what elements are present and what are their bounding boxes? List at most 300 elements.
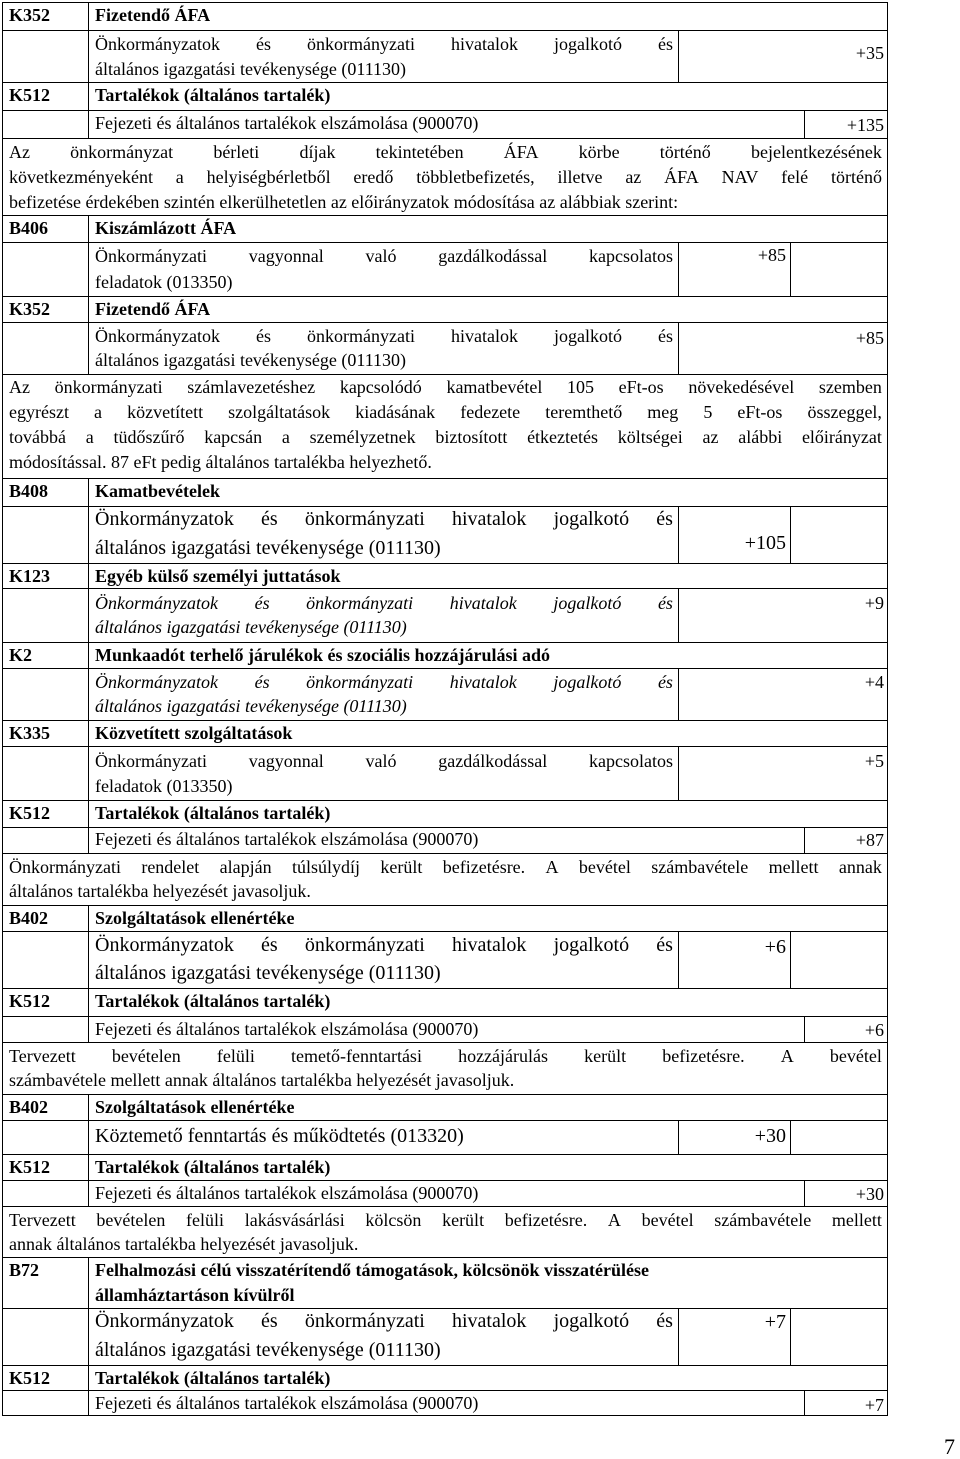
column-divider (88, 478, 89, 506)
word: és (657, 593, 673, 613)
row-rule (2, 1180, 888, 1181)
word: önkormányzati (306, 672, 414, 692)
word: alapján (219, 857, 272, 877)
row-rule (2, 563, 888, 564)
column-divider (88, 563, 89, 588)
word: Önkormányzatok (95, 593, 218, 613)
column-divider (678, 931, 679, 988)
row-rule (2, 30, 888, 31)
row-rule (2, 800, 888, 801)
row-rule (2, 296, 888, 297)
paragraph-line: módosítással. 87 eFt pedig általános tartalékba helyezhető. (9, 452, 432, 472)
word: többletbefizetés, (416, 167, 535, 187)
row-rule (2, 853, 888, 854)
item-text-line: feladatok (013350) (95, 776, 233, 796)
word: bevétel (578, 857, 631, 877)
word: növekedésével (688, 377, 795, 397)
row-rule (2, 931, 888, 932)
account-code: K335 (9, 723, 51, 743)
column-divider (88, 988, 89, 1016)
column-divider (88, 215, 89, 242)
column-divider (88, 746, 89, 800)
word: biztosított (435, 427, 508, 447)
item-text-line: általános igazgatási tevékenysége (011130) (95, 59, 407, 79)
column-divider (88, 931, 89, 988)
column-divider (678, 30, 679, 82)
word: mellett (768, 857, 819, 877)
account-code: B402 (9, 1097, 49, 1117)
item-text-line: Fejezeti és általános tartalékok elszámolása (900070) (95, 1183, 479, 1203)
word: hivatalok (449, 593, 517, 613)
column-divider (790, 1120, 791, 1154)
word: étkeztetés (527, 427, 599, 447)
row-rule (2, 1042, 888, 1043)
word: jogalkotó (553, 593, 622, 613)
account-title: Kamatbevételek (95, 481, 220, 501)
word: került (584, 1046, 627, 1066)
word: bevételen (96, 1210, 166, 1230)
item-text-line: Fejezeti és általános tartalékok elszámolása (900070) (95, 829, 479, 849)
item-text-line: feladatok (013350) (95, 272, 233, 292)
item-text-line (95, 509, 673, 529)
word: A (545, 857, 559, 877)
amount-value: +30 (754, 1125, 786, 1147)
account-code: K512 (9, 991, 51, 1011)
item-text-line (95, 673, 673, 691)
word: kölcsön (365, 1210, 422, 1230)
amount-value: +35 (855, 43, 884, 63)
column-divider (88, 1016, 89, 1042)
word: és (656, 934, 673, 956)
item-text-line (95, 35, 673, 53)
account-code: B72 (9, 1260, 40, 1280)
column-divider (88, 1257, 89, 1308)
word: rendelet (141, 857, 200, 877)
amount-value: +85 (757, 245, 786, 265)
word: mellett (831, 1210, 882, 1230)
word: túlsúlydíj (292, 857, 361, 877)
paragraph-line (9, 378, 882, 396)
word: illetve (557, 167, 603, 187)
row-rule (2, 668, 888, 669)
account-title: Közvetített szolgáltatások (95, 723, 293, 743)
word: továbbá (9, 427, 66, 447)
account-code: B408 (9, 481, 49, 501)
word: jogalkotó (553, 508, 630, 530)
item-text-line: általános igazgatási tevékenysége (011130) (95, 617, 407, 637)
word: Önkormányzatok (95, 934, 234, 956)
row-rule (2, 82, 888, 83)
account-code: B402 (9, 908, 49, 928)
word: gazdálkodással (438, 751, 548, 771)
paragraph-line (9, 428, 882, 446)
word: történő (659, 142, 711, 162)
column-divider (678, 1308, 679, 1365)
item-text-line: Fejezeti és általános tartalékok elszámolása (900070) (95, 1019, 479, 1039)
column-divider (88, 905, 89, 931)
word: Tervezett (9, 1210, 76, 1230)
row-rule (2, 242, 888, 243)
word: egyrészt (9, 402, 69, 422)
word: az (702, 427, 719, 447)
word: és (261, 1310, 278, 1332)
word: Önkormányzati (95, 751, 207, 771)
word: bevétel (829, 1046, 882, 1066)
word: és (255, 34, 271, 54)
word: eFt-os (618, 377, 664, 397)
word: jogalkotó (553, 1310, 630, 1332)
word: és (254, 672, 270, 692)
row-rule (2, 322, 888, 323)
amount-value: +85 (855, 328, 884, 348)
item-text-line: általános igazgatási tevékenysége (011130) (95, 696, 407, 716)
item-text-line: általános igazgatási tevékenysége (011130) (95, 350, 407, 370)
account-title-line2: államháztartáson kívülről (95, 1285, 295, 1305)
amount-value: +5 (864, 751, 884, 771)
word: tekintetében (375, 142, 464, 162)
account-code: K512 (9, 1157, 51, 1177)
word: bejelentkezésének (750, 142, 882, 162)
column-divider (678, 322, 679, 374)
row-rule (2, 478, 888, 479)
column-divider (88, 242, 89, 296)
word: temető-fenntartási (291, 1046, 422, 1066)
column-divider (88, 1120, 89, 1154)
word: jogalkotó (553, 326, 622, 346)
word: Az (9, 377, 30, 397)
word: teremthető (545, 402, 623, 422)
word: vagyonnal (248, 751, 324, 771)
item-text-line: Köztemető fenntartás és működtetés (013320) (95, 1125, 464, 1147)
column-divider (678, 242, 679, 296)
account-title: Fizetendő ÁFA (95, 5, 211, 25)
word: 5 (703, 402, 713, 422)
word: önkormányzati (304, 934, 425, 956)
paragraph-line (9, 403, 882, 421)
word: való (365, 751, 397, 771)
amount-value: +7 (864, 1395, 884, 1415)
column-divider (678, 506, 679, 563)
word: tüdőszűrő (113, 427, 185, 447)
column-divider (88, 506, 89, 563)
word: kamatbevétel (446, 377, 543, 397)
word: befizetésre. (504, 1210, 588, 1230)
word: került (380, 857, 423, 877)
column-divider (88, 82, 89, 110)
item-text-line: általános igazgatási tevékenysége (011130) (95, 962, 441, 984)
word: személyzetnek (309, 427, 416, 447)
column-divider (88, 1390, 89, 1416)
amount-value: +9 (864, 593, 884, 613)
word: felüli (186, 1210, 225, 1230)
column-divider (88, 1154, 89, 1180)
word: a (281, 427, 290, 447)
row-rule (2, 588, 888, 589)
amount-value: +30 (855, 1184, 884, 1204)
account-code: B406 (9, 218, 49, 238)
amount-value: +6 (864, 1020, 884, 1040)
column-divider (678, 746, 679, 800)
row-rule (2, 1094, 888, 1095)
paragraph-line (9, 143, 882, 161)
column-divider (804, 1180, 805, 1206)
word: bevétel (641, 1210, 694, 1230)
word: Önkormányzatok (95, 1310, 234, 1332)
column-divider (790, 1308, 791, 1365)
column-divider (88, 720, 89, 746)
word: önkormányzati (54, 377, 163, 397)
word: kapcsolódó (339, 377, 422, 397)
word: bevételen (111, 1046, 181, 1066)
word: Önkormányzatok (95, 508, 234, 530)
column-divider (88, 642, 89, 668)
word: bérleti (213, 142, 260, 162)
column-divider (790, 506, 791, 563)
column-divider (88, 1365, 89, 1390)
column-divider (678, 668, 679, 720)
column-divider (804, 1390, 805, 1416)
account-title: Tartalékok (általános tartalék) (95, 991, 331, 1011)
word: A (780, 1046, 794, 1066)
paragraph-line: általános tartalékba helyezését javasoljuk. (9, 881, 311, 901)
account-code: K2 (9, 645, 33, 665)
account-title: Kiszámlázott ÁFA (95, 218, 237, 238)
column-divider (88, 1308, 89, 1365)
paragraph-line: számbavétele mellett annak általános tartalékba helyezését javasoljuk. (9, 1070, 515, 1090)
column-divider (88, 1180, 89, 1206)
amount-value: +7 (764, 1311, 786, 1333)
word: önkormányzat (70, 142, 174, 162)
word: helyiségbérletből (206, 167, 331, 187)
word: kapcsolatos (588, 751, 673, 771)
word: hivatalok (451, 508, 527, 530)
column-divider (88, 30, 89, 82)
word: fedezete (460, 402, 521, 422)
word: való (365, 246, 397, 266)
word: hivatalok (450, 326, 518, 346)
word: eredő (353, 167, 394, 187)
word: befizetésre. (662, 1046, 745, 1066)
word: és (261, 508, 278, 530)
column-divider (678, 1120, 679, 1154)
paragraph-line (9, 1211, 882, 1229)
account-code: K352 (9, 5, 51, 25)
item-text-line (95, 1311, 673, 1331)
column-divider (88, 1094, 89, 1120)
word: jogalkotó (553, 934, 630, 956)
word: önkormányzati (304, 508, 425, 530)
account-title: Tartalékok (általános tartalék) (95, 803, 331, 823)
word: költségei (617, 427, 683, 447)
row-rule (2, 642, 888, 643)
paragraph-line (9, 168, 882, 186)
account-title: Szolgáltatások ellenértéke (95, 1097, 295, 1117)
word: önkormányzati (306, 593, 414, 613)
word: hivatalok (451, 1310, 527, 1332)
account-title: Egyéb külső személyi juttatások (95, 566, 341, 586)
word: vagyonnal (248, 246, 324, 266)
account-title: Fizetendő ÁFA (95, 299, 211, 319)
item-text-line: Fejezeti és általános tartalékok elszámolása (900070) (95, 113, 479, 133)
column-divider (804, 827, 805, 853)
amount-value: +87 (855, 830, 884, 850)
item-text-line (95, 752, 673, 770)
row-rule (2, 746, 888, 747)
paragraph-line (9, 858, 882, 876)
word: ÁFA (664, 167, 699, 187)
item-text-line: általános igazgatási tevékenysége (011130) (95, 1339, 441, 1361)
paragraph-line: annak általános tartalékba helyezését javasoljuk. (9, 1234, 359, 1254)
word: önkormányzati (307, 34, 415, 54)
word: NAV (721, 167, 759, 187)
row-rule (2, 720, 888, 721)
row-rule (2, 1308, 888, 1309)
word: 105 (567, 377, 595, 397)
word: eFt-os (737, 402, 783, 422)
account-code: K512 (9, 803, 51, 823)
word: meg (647, 402, 679, 422)
word: az (625, 167, 642, 187)
word: kapcsolatos (588, 246, 673, 266)
row-rule (2, 110, 888, 111)
word: díjak (299, 142, 336, 162)
word: Önkormányzatok (95, 672, 218, 692)
word: számbavétele (651, 857, 749, 877)
word: számlavezetéshez (187, 377, 316, 397)
word: hivatalok (451, 934, 527, 956)
column-divider (790, 242, 791, 296)
column-divider (88, 827, 89, 853)
word: és (658, 34, 673, 54)
row-rule (2, 1365, 888, 1366)
row-rule (2, 1257, 888, 1258)
word: önkormányzati (307, 326, 415, 346)
word: A (607, 1210, 621, 1230)
account-title: Munkaadót terhelő járulékok és szociális hozzájárulási adó (95, 645, 550, 665)
row-rule (2, 1154, 888, 1155)
paragraph-line: befizetése érdekében szintén elkerülhetetlen az előirányzatok módosítása az alábbiak szerint: (9, 192, 679, 212)
account-code: K512 (9, 1368, 51, 1388)
word: befizetésre. (442, 857, 526, 877)
word: Önkormányzati (9, 857, 121, 877)
amount-value: +135 (846, 115, 884, 135)
word: önkormányzati (304, 1310, 425, 1332)
word: jogalkotó (553, 672, 622, 692)
column-divider (88, 296, 89, 322)
column-divider (88, 668, 89, 720)
word: közvetített (127, 402, 204, 422)
word: felüli (216, 1046, 255, 1066)
account-code: K123 (9, 566, 51, 586)
word: szemben (818, 377, 882, 397)
item-text-line: Fejezeti és általános tartalékok elszámolása (900070) (95, 1393, 479, 1413)
row-rule (2, 1016, 888, 1017)
word: Önkormányzatok (95, 326, 220, 346)
word: hivatalok (450, 34, 518, 54)
word: felé (781, 167, 809, 187)
word: gazdálkodással (438, 246, 548, 266)
word: és (261, 934, 278, 956)
word: előirányzat (801, 427, 882, 447)
page-number: 7 (944, 1434, 955, 1459)
column-divider (804, 1016, 805, 1042)
column-divider (88, 800, 89, 827)
word: Az (9, 142, 30, 162)
account-title: Tartalékok (általános tartalék) (95, 85, 331, 105)
word: a (175, 167, 184, 187)
word: Tervezett (9, 1046, 76, 1066)
word: és (255, 326, 271, 346)
item-text-line (95, 594, 673, 612)
item-text-line (95, 935, 673, 955)
column-divider (804, 110, 805, 138)
word: alábbi (738, 427, 783, 447)
row-rule (2, 827, 888, 828)
account-code: K352 (9, 299, 51, 319)
account-title: Felhalmozási célú visszatérítendő támogatások, kölcsönök visszatérülése (95, 1260, 649, 1280)
account-title: Szolgáltatások ellenértéke (95, 908, 295, 928)
word: a (94, 402, 103, 422)
row-rule (2, 905, 888, 906)
word: körbe (578, 142, 620, 162)
word: annak (838, 857, 882, 877)
item-text-line: általános igazgatási tevékenysége (011130) (95, 537, 441, 559)
word: és (656, 508, 673, 530)
column-divider (790, 931, 791, 988)
word: kiadásának (355, 402, 436, 422)
word: szolgáltatások (228, 402, 331, 422)
word: ÁFA (503, 142, 539, 162)
item-text-line (95, 247, 673, 265)
column-divider (88, 110, 89, 138)
word: hivatalok (449, 672, 517, 692)
word: és (657, 672, 673, 692)
row-rule (2, 1120, 888, 1121)
word: jogalkotó (553, 34, 622, 54)
column-divider (678, 588, 679, 642)
column-divider (88, 322, 89, 374)
account-code: K512 (9, 85, 51, 105)
amount-value: +4 (864, 672, 884, 692)
word: számbavétele (714, 1210, 812, 1230)
item-text-line (95, 327, 673, 345)
amount-value: +105 (744, 532, 786, 554)
word: történő (830, 167, 882, 187)
word: összeggel, (807, 402, 882, 422)
word: Önkormányzati (95, 246, 207, 266)
row-rule (2, 215, 888, 216)
account-title: Tartalékok (általános tartalék) (95, 1368, 331, 1388)
column-divider (88, 588, 89, 642)
word: a (85, 427, 94, 447)
word: és (254, 593, 270, 613)
row-rule (2, 138, 888, 139)
word: és (656, 1310, 673, 1332)
word: hozzájárulás (458, 1046, 549, 1066)
word: került (442, 1210, 485, 1230)
row-rule (2, 506, 888, 507)
word: következményeként (9, 167, 153, 187)
amount-value: +6 (764, 936, 786, 958)
account-title: Tartalékok (általános tartalék) (95, 1157, 331, 1177)
paragraph-line (9, 1047, 882, 1065)
word: Önkormányzatok (95, 34, 220, 54)
row-rule (2, 374, 888, 375)
word: lakásvásárlási (244, 1210, 345, 1230)
word: és (658, 326, 673, 346)
column-divider (88, 3, 89, 30)
row-rule (2, 1206, 888, 1207)
